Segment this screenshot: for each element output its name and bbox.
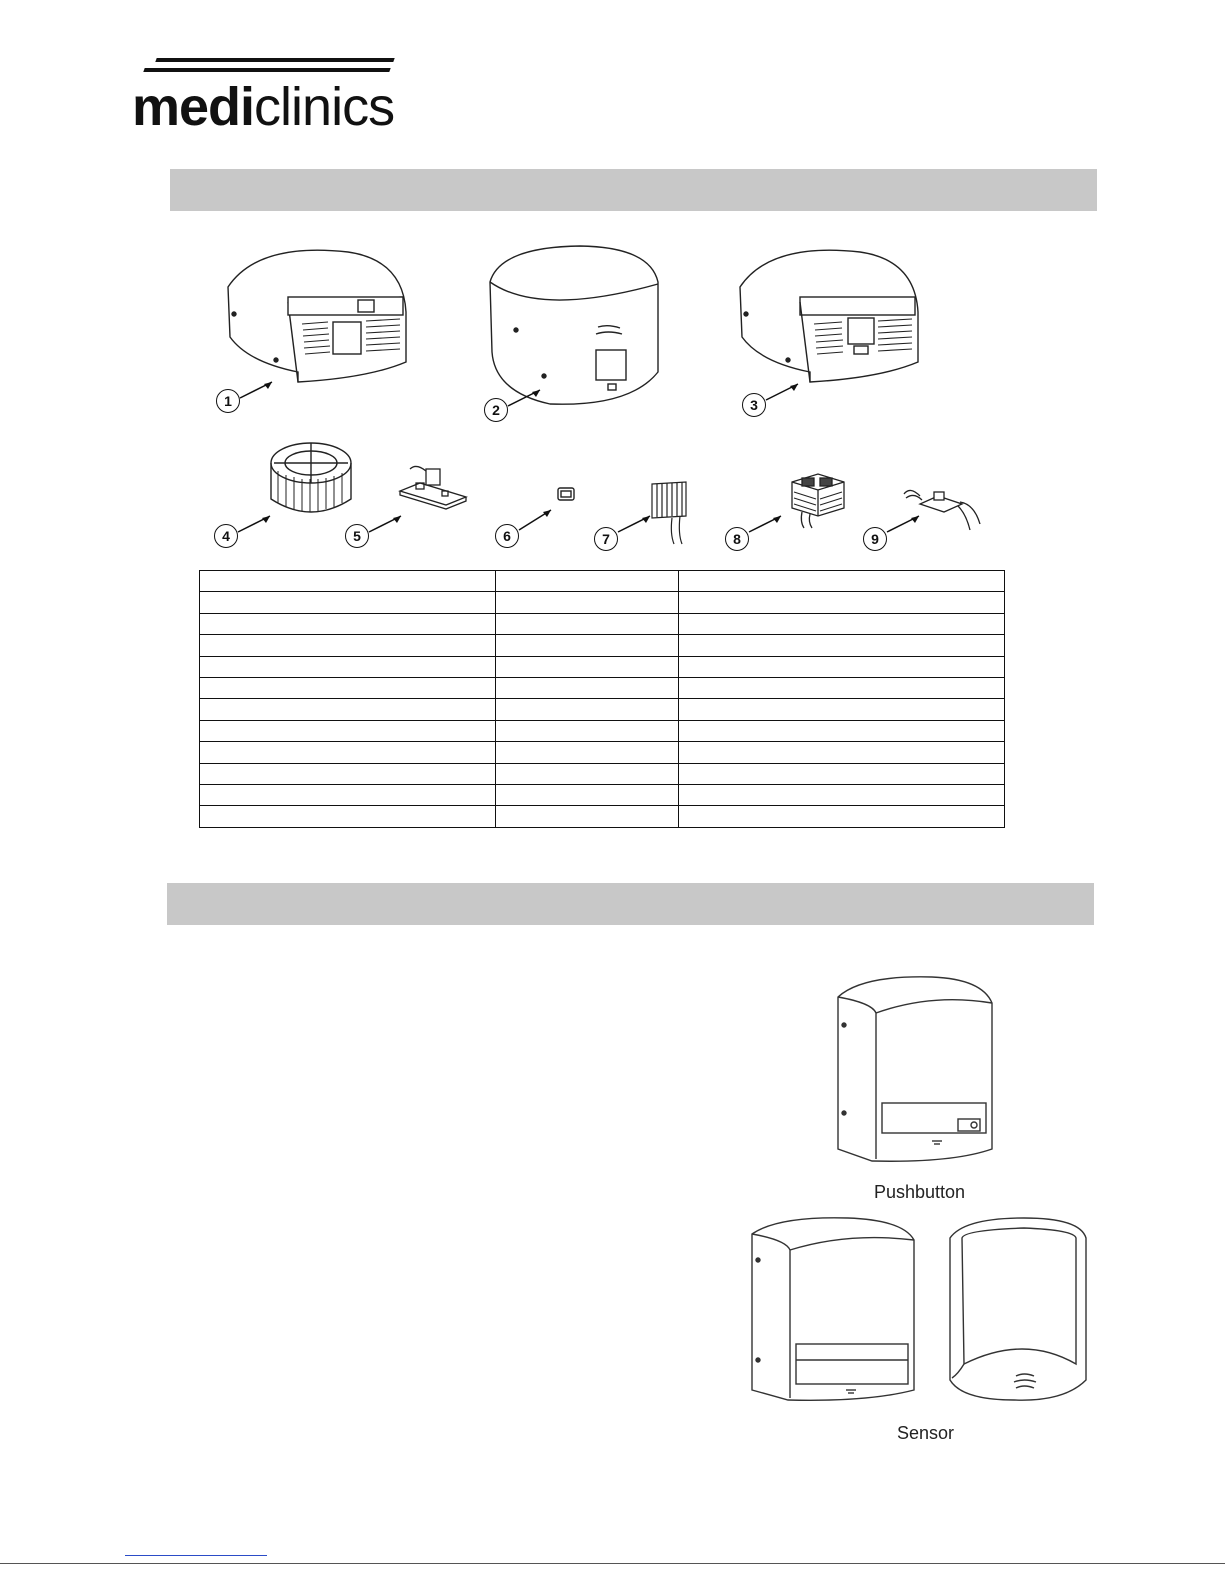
table-cell xyxy=(495,763,679,784)
callout-9-arrow xyxy=(885,512,925,536)
callout-3-arrow xyxy=(764,380,804,404)
pushbutton-dryer-drawing xyxy=(832,973,1000,1174)
table-row xyxy=(200,763,1005,784)
table-cell xyxy=(495,592,679,613)
table-cell xyxy=(679,656,1005,677)
table-row xyxy=(200,784,1005,805)
part-6-switch-drawing xyxy=(555,484,579,509)
callout-9: 9 xyxy=(863,527,887,551)
table-cell xyxy=(679,699,1005,720)
callout-5: 5 xyxy=(345,524,369,548)
callout-1-arrow xyxy=(238,378,278,402)
section-header-bar-parts xyxy=(170,169,1097,211)
table-row xyxy=(200,656,1005,677)
table-cell xyxy=(200,656,496,677)
table-cell xyxy=(679,763,1005,784)
callout-8-arrow xyxy=(747,512,787,536)
sensor-dryer-front-drawing xyxy=(748,1214,920,1409)
table-cell xyxy=(200,742,496,763)
logo-wordmark-bold: medi xyxy=(132,77,255,137)
callout-6-arrow xyxy=(517,506,557,534)
table-cell xyxy=(495,784,679,805)
callout-3: 3 xyxy=(742,393,766,417)
callout-1: 1 xyxy=(216,389,240,413)
table-row xyxy=(200,592,1005,613)
callout-7: 7 xyxy=(594,527,618,551)
table-row xyxy=(200,677,1005,698)
logo-stripe-top xyxy=(155,58,394,62)
callout-2-arrow xyxy=(506,386,546,410)
table-cell xyxy=(679,571,1005,592)
logo-wordmark xyxy=(132,76,394,138)
table-cell xyxy=(200,677,496,698)
logo-wordmark-light: clinics xyxy=(254,77,395,137)
table-cell xyxy=(679,677,1005,698)
table-cell xyxy=(200,784,496,805)
brand-logo xyxy=(130,58,398,140)
pushbutton-caption: Pushbutton xyxy=(874,1182,966,1202)
table-row xyxy=(200,635,1005,656)
parts-table xyxy=(199,570,1005,828)
table-row xyxy=(200,742,1005,763)
part-4-fan-drawing xyxy=(266,441,356,526)
section-header-bar-models xyxy=(167,883,1094,925)
table-row xyxy=(200,806,1005,827)
table-cell xyxy=(495,656,679,677)
part-5-circuit-board-drawing xyxy=(396,461,471,526)
table-cell xyxy=(679,613,1005,634)
table-cell xyxy=(200,635,496,656)
footer-link-underline[interactable] xyxy=(125,1555,267,1556)
table-cell xyxy=(495,613,679,634)
callout-5-arrow xyxy=(367,512,407,536)
callout-6: 6 xyxy=(495,524,519,548)
table-row xyxy=(200,699,1005,720)
table-cell xyxy=(679,720,1005,741)
part-1-housing-drawing xyxy=(218,242,418,397)
callout-8: 8 xyxy=(725,527,749,551)
callout-4: 4 xyxy=(214,524,238,548)
callout-2: 2 xyxy=(484,398,508,422)
table-cell xyxy=(495,806,679,827)
table-cell xyxy=(200,806,496,827)
table-cell xyxy=(200,763,496,784)
logo-stripe-bottom xyxy=(143,68,390,72)
part-8-motor-drawing xyxy=(788,468,848,535)
table-cell xyxy=(495,699,679,720)
table-row xyxy=(200,720,1005,741)
table-cell xyxy=(495,742,679,763)
table-cell xyxy=(495,571,679,592)
table-cell xyxy=(200,699,496,720)
table-cell xyxy=(495,635,679,656)
callout-4-arrow xyxy=(236,512,276,536)
footer-divider xyxy=(0,1563,1225,1564)
part-3-housing-drawing xyxy=(730,242,930,397)
table-cell xyxy=(495,720,679,741)
table-cell xyxy=(200,571,496,592)
table-cell xyxy=(200,720,496,741)
callout-7-arrow xyxy=(616,512,656,536)
table-cell xyxy=(679,784,1005,805)
sensor-dryer-rounded-drawing xyxy=(944,1214,1092,1409)
table-row xyxy=(200,571,1005,592)
table-cell xyxy=(679,592,1005,613)
sensor-caption: Sensor xyxy=(897,1423,955,1443)
table-cell xyxy=(679,635,1005,656)
table-cell xyxy=(200,592,496,613)
table-cell xyxy=(679,806,1005,827)
table-cell xyxy=(495,677,679,698)
table-cell xyxy=(200,613,496,634)
table-row xyxy=(200,613,1005,634)
table-cell xyxy=(679,742,1005,763)
